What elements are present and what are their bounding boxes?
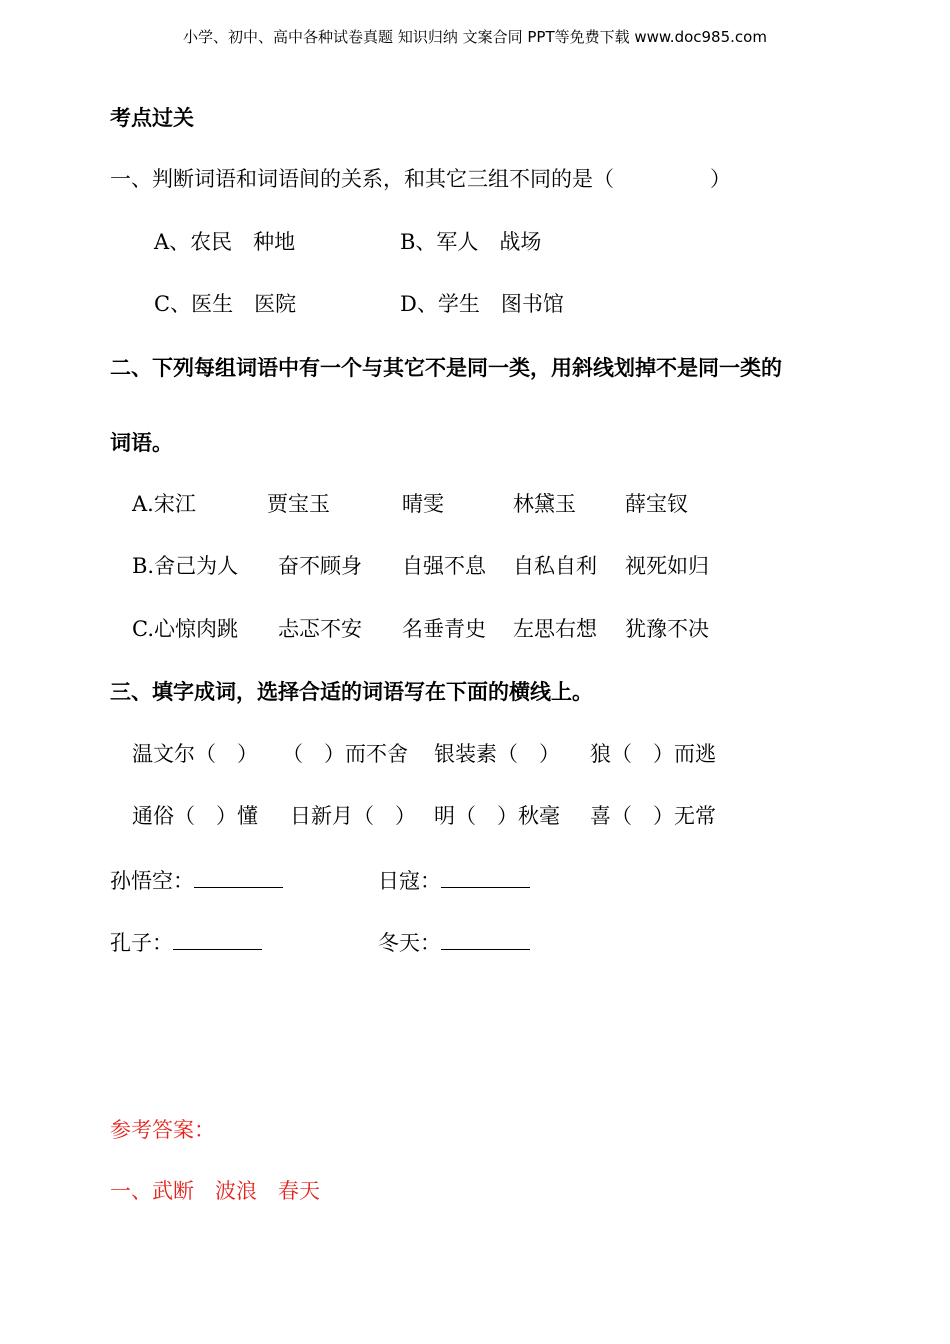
q3-fill-item <box>378 869 530 892</box>
q2-row-c-word: C.心惊肉跳 <box>132 617 238 641</box>
q2-row-b-word: B.舍己为人 <box>132 554 239 578</box>
q2-row-c-word: 名垂青史 <box>402 617 486 641</box>
q1-stem-close: ） <box>710 167 731 191</box>
q2-row-b-word: 奋不顾身 <box>278 554 362 578</box>
q1-option-a: A、农民 种地 <box>154 230 296 254</box>
q3-fill-item <box>110 869 283 892</box>
q3-fill-item <box>110 931 262 954</box>
q1-option-c: C、医生 医院 <box>154 292 297 316</box>
q3-idiom: 温文尔（ ） <box>132 742 258 766</box>
q1-option-d: D、学生 图书馆 <box>400 292 564 316</box>
q2-row-c-word: 忐忑不安 <box>278 617 362 641</box>
answer-blank[interactable] <box>194 869 283 888</box>
q2-row-a-word: 贾宝玉 <box>267 492 330 516</box>
q2-stem-line2: 词语。 <box>110 430 173 455</box>
q3-idiom: 银装素（ ） <box>434 742 560 766</box>
q3-idiom: 狼（ ）而逃 <box>590 742 716 766</box>
q2-row-b-word: 自强不息 <box>402 554 486 578</box>
q3-fill-label: 孔子： <box>110 931 173 955</box>
q3-fill-label: 冬天： <box>378 931 441 955</box>
section-title: 考点过关 <box>110 105 194 130</box>
q2-row-a-word: A.宋江 <box>132 492 196 516</box>
q2-row-c-word: 左思右想 <box>513 617 597 641</box>
q3-idiom: （ ）而不舍 <box>282 742 408 766</box>
answer-blank[interactable] <box>441 931 530 950</box>
q3-idiom: 日新月（ ） <box>290 804 416 828</box>
answers-title: 参考答案： <box>110 1118 215 1142</box>
q2-row-a-word: 晴雯 <box>402 492 444 516</box>
q3-fill-item <box>378 931 530 954</box>
q2-stem-line1: 二、下列每组词语中有一个与其它不是同一类，用斜线划掉不是同一类的 <box>110 355 782 380</box>
q3-idiom: 喜（ ）无常 <box>590 804 716 828</box>
q2-row-b-word: 视死如归 <box>625 554 709 578</box>
q2-row-b-word: 自私自利 <box>513 554 597 578</box>
page-header: 小学、初中、高中各种试卷真题 知识归纳 文案合同 PPT等免费下载 www.doc985.com <box>183 28 767 46</box>
q3-idiom: 明（ ）秋毫 <box>434 804 560 828</box>
q2-row-a-word: 林黛玉 <box>513 492 576 516</box>
q3-fill-label: 孙悟空： <box>110 869 194 893</box>
answers-line-1: 一、武断 波浪 春天 <box>110 1179 320 1203</box>
q1-stem-text: 一、判断词语和词语间的关系，和其它三组不同的是（ <box>110 167 614 191</box>
q2-row-c-word: 犹豫不决 <box>625 617 709 641</box>
q2-row-a-word: 薛宝钗 <box>625 492 688 516</box>
answer-blank[interactable] <box>173 931 262 950</box>
q1-stem <box>110 169 731 190</box>
answer-blank[interactable] <box>441 869 530 888</box>
q3-stem: 三、填字成词，选择合适的词语写在下面的横线上。 <box>110 679 593 704</box>
q3-fill-label: 日寇： <box>378 869 441 893</box>
q3-idiom: 通俗（ ）懂 <box>132 804 258 828</box>
q1-option-b: B、军人 战场 <box>400 230 542 254</box>
